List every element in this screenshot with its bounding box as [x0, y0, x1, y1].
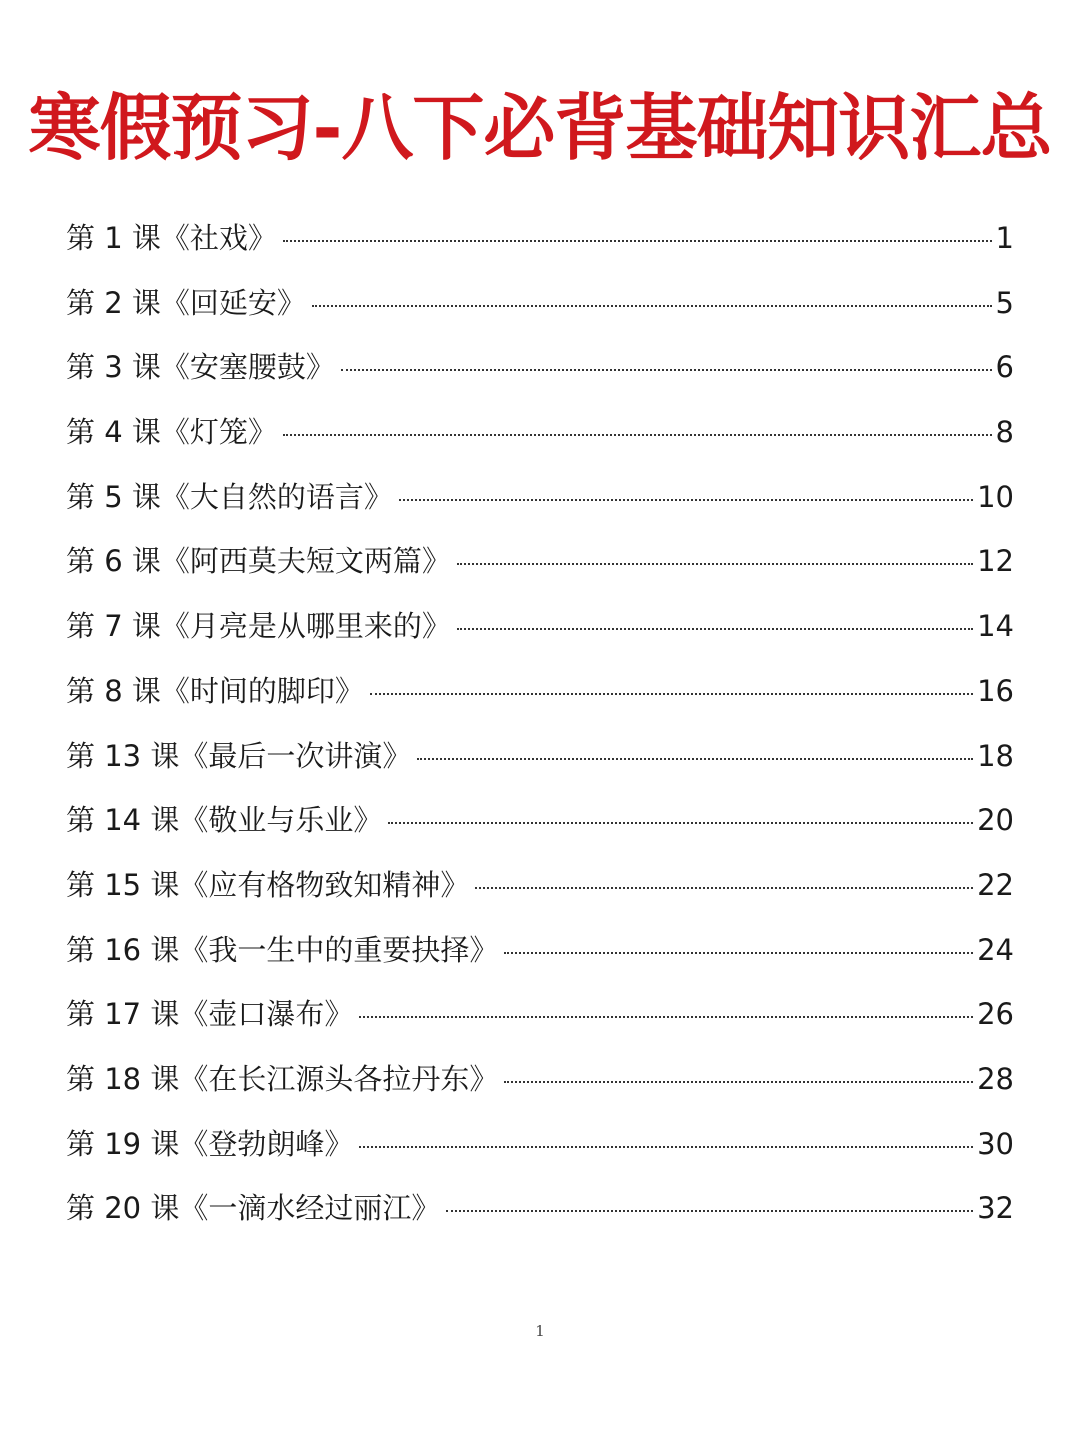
toc-entry-page: 16: [977, 673, 1014, 708]
toc-entry-label: 第 8 课《时间的脚印》: [66, 673, 364, 708]
toc-entry[interactable]: [66, 1049, 1014, 1114]
toc-entry-page: 12: [977, 544, 1014, 579]
document-title: 寒假预习-八下必背基础知识汇总: [28, 86, 1052, 170]
toc-dot-leader: [359, 1146, 973, 1148]
toc-entry[interactable]: [66, 855, 1014, 920]
toc-dot-leader: [388, 822, 973, 824]
toc-entry[interactable]: [66, 273, 1014, 338]
toc-entry-label: 第 3 课《安塞腰鼓》: [66, 350, 335, 385]
toc-dot-leader: [457, 563, 973, 565]
toc-entry[interactable]: [66, 1178, 1014, 1243]
toc-entry-page: 22: [977, 867, 1014, 902]
toc-entry-label: 第 1 课《社戏》: [66, 221, 277, 255]
toc-dot-leader: [399, 499, 973, 501]
toc-entry-page: 5: [995, 285, 1014, 320]
toc-dot-leader: [312, 305, 992, 307]
toc-entry-label: 第 2 课《回延安》: [66, 285, 306, 320]
toc-entry-page: 32: [977, 1191, 1014, 1226]
toc-dot-leader: [457, 628, 973, 630]
toc-entry-page: 24: [977, 932, 1014, 967]
toc-entry-page: 10: [977, 479, 1014, 514]
toc-dot-leader: [359, 1016, 973, 1018]
toc-entry[interactable]: [66, 467, 1014, 532]
toc-entry-label: 第 5 课《大自然的语言》: [66, 479, 393, 514]
toc-entry[interactable]: [66, 920, 1014, 985]
toc-entry-label: 第 18 课《在长江源头各拉丹东》: [66, 1061, 499, 1096]
toc-entry[interactable]: [66, 596, 1014, 661]
toc-entry-page: 1: [995, 221, 1014, 255]
toc-entry-label: 第 15 课《应有格物致知精神》: [66, 867, 470, 902]
toc-entry-page: 14: [977, 609, 1014, 644]
toc-entry-page: 20: [977, 803, 1014, 838]
footer-page-number: 1: [535, 1322, 545, 1340]
toc-entry-label: 第 4 课《灯笼》: [66, 415, 277, 450]
toc-entry-label: 第 13 课《最后一次讲演》: [66, 738, 412, 773]
toc-entry[interactable]: [66, 531, 1014, 596]
toc-dot-leader: [504, 1081, 973, 1083]
toc-entry-label: 第 20 课《一滴水经过丽江》: [66, 1191, 441, 1226]
toc-entry[interactable]: [66, 661, 1014, 726]
toc-entry-page: 6: [995, 350, 1014, 385]
toc-entry-page: 18: [977, 738, 1014, 773]
toc-entry-label: 第 17 课《壶口瀑布》: [66, 997, 354, 1032]
toc-entry[interactable]: [66, 726, 1014, 791]
toc-dot-leader: [283, 434, 992, 436]
toc-entry-page: 8: [995, 415, 1014, 450]
toc-dot-leader: [446, 1210, 973, 1212]
toc-dot-leader: [370, 693, 973, 695]
toc-entry[interactable]: [66, 1114, 1014, 1179]
toc-entry[interactable]: [66, 984, 1014, 1049]
toc-dot-leader: [475, 887, 973, 889]
toc-entry-page: 28: [977, 1061, 1014, 1096]
toc-dot-leader: [504, 952, 973, 954]
toc-dot-leader: [417, 758, 973, 760]
toc-entry-label: 第 16 课《我一生中的重要抉择》: [66, 932, 499, 967]
toc-dot-leader: [341, 369, 992, 371]
toc-entry-label: 第 7 课《月亮是从哪里来的》: [66, 609, 451, 644]
toc-entry[interactable]: [66, 790, 1014, 855]
toc-entry[interactable]: [66, 208, 1014, 273]
toc-entry-page: 26: [977, 997, 1014, 1032]
toc-dot-leader: [283, 240, 992, 242]
toc-entry[interactable]: [66, 337, 1014, 402]
toc-entry-label: 第 6 课《阿西莫夫短文两篇》: [66, 544, 451, 579]
table-of-contents: [66, 208, 1014, 1243]
toc-entry-label: 第 14 课《敬业与乐业》: [66, 803, 383, 838]
toc-entry[interactable]: [66, 402, 1014, 467]
toc-entry-label: 第 19 课《登勃朗峰》: [66, 1126, 354, 1161]
toc-entry-page: 30: [977, 1126, 1014, 1161]
